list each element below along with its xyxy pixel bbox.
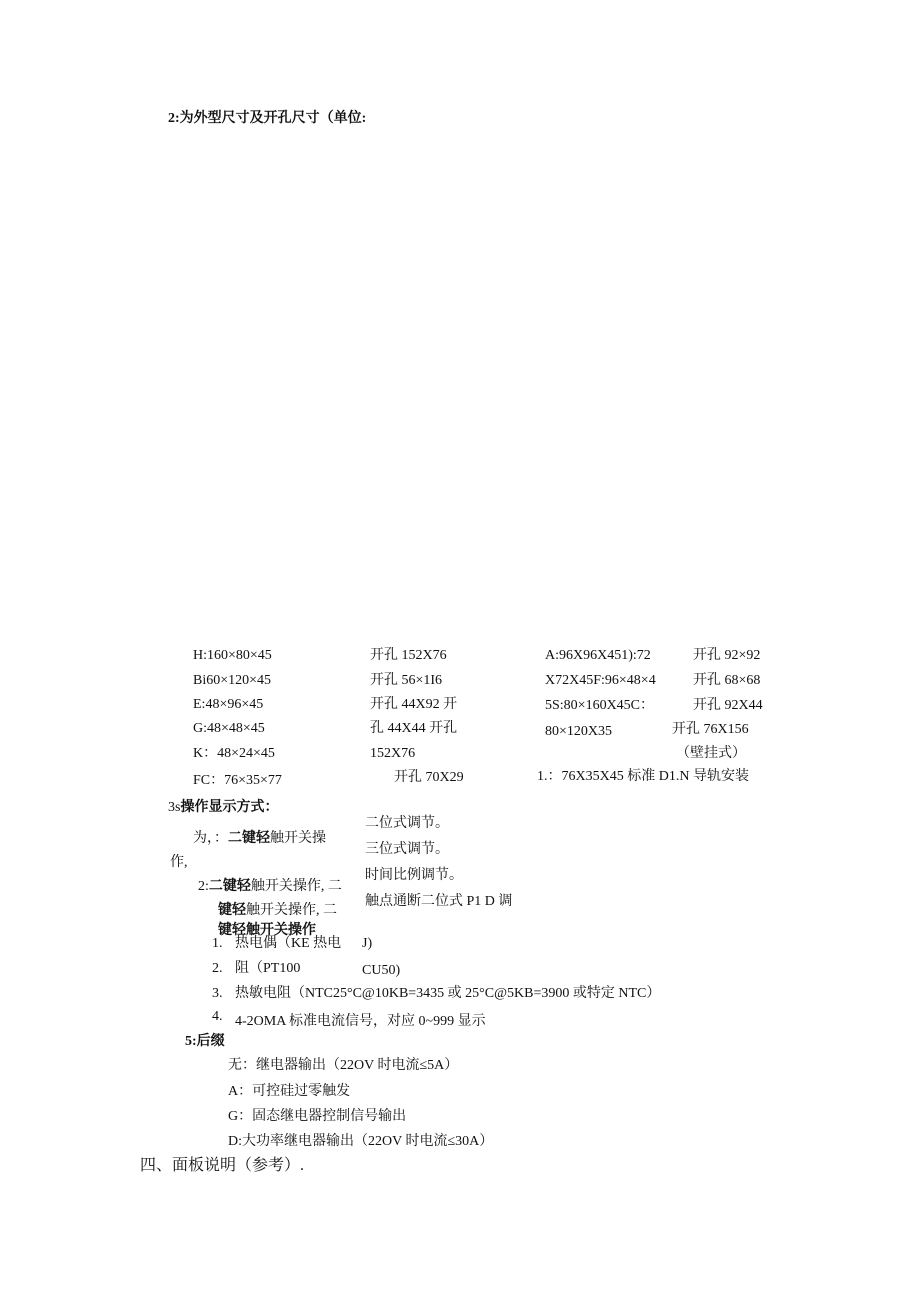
section3-item2-block [190, 874, 358, 938]
dim-col2-item: 开孔 56×1I6 [370, 673, 443, 688]
dim-col4-item: 开孔 92×92 [693, 648, 761, 663]
input-extra: CU50) [362, 963, 401, 978]
dim-col2-item: 开孔 44X92 开 [370, 697, 458, 712]
input-number: 4. [212, 1009, 223, 1024]
section3-item1 [193, 830, 326, 848]
input-text: 阻（PT100 [235, 961, 301, 976]
item2-bold: 二键轻 [208, 879, 251, 894]
input-extra: J) [362, 936, 373, 951]
input-text: 4-2OMA 标准电流信号，对应 0~999 显示 [235, 1014, 486, 1029]
dim-col2-item: 开孔 70X29 [394, 770, 464, 785]
item1-prefix: 为，： [193, 831, 228, 846]
dim-col2-item: 152X76 [370, 746, 416, 761]
section3-item2-cont [218, 902, 337, 920]
dim-col3-item: 5S:80×160X45C： [545, 698, 655, 713]
section3-title: 操作显示方式： [180, 800, 279, 815]
dim-col3-item: A:96X96X451):72 [545, 648, 651, 663]
input-number: 1. [212, 936, 223, 951]
dim-col3-item: X72X45F:96×48×4 [545, 673, 656, 688]
dim-col1-item: Bi60×120×45 [193, 673, 272, 688]
dim-col1-item: E:48×96×45 [193, 697, 264, 712]
dim-col4-item: 开孔 68×68 [693, 673, 761, 688]
section3-item2-cut: 键轻触开关操作 [218, 923, 316, 938]
dim-col4-item: 开孔 76X156 [672, 722, 749, 737]
item1-rest: 触开关操 [270, 831, 326, 846]
suffix-item: A：可控硅过零触发 [228, 1084, 351, 1099]
dim-col2-item: 开孔 152X76 [370, 648, 447, 663]
section3-number: 3s [168, 800, 181, 815]
item2-cont-rest: 触开关操作, 二 [246, 903, 337, 918]
item2-prefix: 2: [198, 879, 209, 894]
section5-heading: 5:后缀 [185, 1034, 225, 1049]
mode-item: 二位式调节。 [365, 816, 449, 831]
input-number: 3. [212, 986, 223, 1001]
dim-col1-item: K：48×24×45 [193, 746, 275, 761]
dim-col2-item: 孔 44X44 开孔 [370, 721, 458, 736]
section3-item1-cont: 作, [170, 855, 188, 870]
suffix-item: 无：继电器输出（22OV 时电流≤5A） [228, 1058, 459, 1073]
dim-col4-item: 开孔 92X44 [693, 698, 763, 713]
section4-heading-clip [135, 1152, 395, 1172]
dimensions-heading: 2:为外型尺寸及开孔尺寸（单位: [168, 111, 367, 126]
item2-rest: 触开关操作, 二 [250, 879, 342, 894]
dim-col3-item: 80×120X35 [545, 724, 613, 739]
section3-heading [168, 799, 278, 817]
dim-col4-item: （壁挂式） [676, 746, 746, 761]
mode-item: 三位式调节。 [365, 842, 449, 857]
section3-item2 [198, 878, 342, 896]
suffix-item: G：固态继电器控制信号输出 [228, 1109, 407, 1124]
item2-cont-bold: 键轻 [218, 903, 246, 918]
dim-col1-item: H:160×80×45 [193, 648, 272, 663]
input-number: 2. [212, 961, 223, 976]
suffix-item: D:大功率继电器输出（22OV 时电流≤30A） [228, 1134, 494, 1149]
input-text: 热电偶（KE 热电 [235, 936, 342, 951]
mode-item: 触点通断二位式 P1 D 调 [365, 894, 513, 909]
item1-bold: 二键轻 [228, 831, 270, 846]
mode-item: 时间比例调节。 [365, 868, 463, 883]
dim-col1-item: FC：76×35×77 [193, 773, 282, 788]
dim-col3-item: 1.：76X35X45 标准 D1.N 导轨安装 [537, 769, 749, 784]
mode-item-clipped [360, 890, 540, 909]
input-text: 热敏电阻（NTC25°C@10KB=3435 或 25°C@5KB=3900 或特定 NTC） [235, 986, 661, 1001]
section4-heading: 四、面板说明（参考）. [140, 1157, 305, 1174]
dim-col1-item: G:48×48×45 [193, 721, 265, 736]
